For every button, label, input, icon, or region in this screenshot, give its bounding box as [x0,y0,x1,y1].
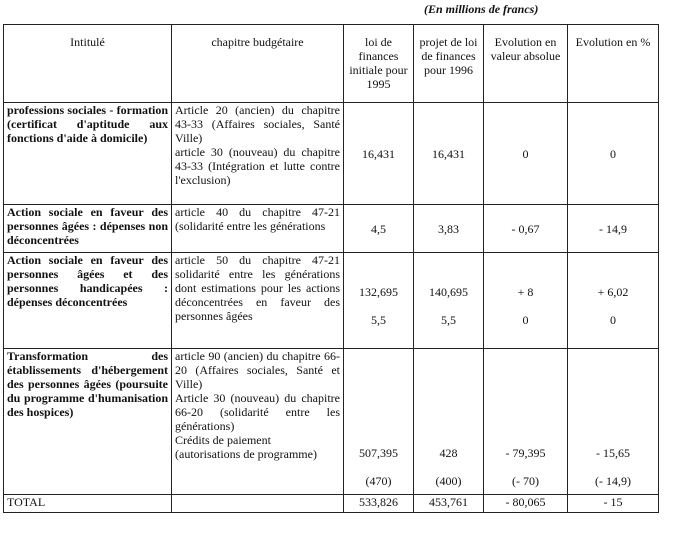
row2-chapitre: article 40 du chapitre 47-21 (solidarité entre les générations [172,205,344,253]
row4-intitule: Transformation des établissements d'hébergement des personnes âgées (poursuite du programme d'humanisation des hospices) [4,349,172,495]
total-evol-pct: - 15 [568,495,659,513]
table-row [4,349,659,495]
row4-evol-pct [568,349,659,495]
row4-chapitre-b: Article 30 (nouveau) du chapitre 66-20 (solidarité entre les générations) [175,391,340,433]
row3-intitule: Action sociale en faveur des personnes âgées et des personnes handicapées : dépenses déconcentrées [4,253,172,349]
row3-loi [344,253,414,349]
row3-evol-pct [568,253,659,349]
total-evol-abs: - 80,065 [484,495,568,513]
row1-chapitre [172,103,344,205]
row3-projet-b: 5,5 [441,313,456,327]
row1-intitule: professions sociales - formation (certificat d'aptitude aux fonctions d'aide à domicile) [4,103,172,205]
row3-evol-abs-a: + 8 [517,285,534,299]
row4-evol-abs [484,349,568,495]
budget-table [3,24,659,513]
table-row [4,103,659,205]
header-projet: projet de loi de finances pour 1996 [414,25,484,103]
row4-chapitre [172,349,344,495]
row3-chapitre: article 50 du chapitre 47-21 solidarité entre les générations dont estimations pour les actions déconcentrées en faveur des personnes âgées [172,253,344,349]
row3-projet [414,253,484,349]
row4-loi-a: 507,395 [359,446,398,460]
row4-projet-b: (400) [435,474,462,488]
row2-projet: 3,83 [414,205,484,253]
row1-projet: 16,431 [414,103,484,205]
total-projet: 453,761 [414,495,484,513]
row1-chapitre-b: article 30 (nouveau) du chapitre 43-33 (Intégration et lutte contre l'exclusion) [175,145,340,187]
row1-evol-pct: 0 [568,103,659,205]
row4-chapitre-c: Crédits de paiement [175,433,271,447]
row4-loi-b: (470) [365,474,392,488]
row1-loi: 16,431 [344,103,414,205]
total-chapitre [172,495,344,513]
header-row [4,25,659,103]
row3-evol-abs [484,253,568,349]
units-note: (En millions de francs) [424,2,539,16]
row2-evol-abs: - 0,67 [484,205,568,253]
total-label: TOTAL [4,495,172,513]
row2-loi: 4,5 [344,205,414,253]
row3-projet-a: 140,695 [429,285,468,299]
row4-evol-abs-a: - 79,395 [505,446,546,460]
row4-evol-pct-b: (- 14,9) [595,474,631,488]
row3-evol-pct-a: + 6,02 [597,285,629,299]
row4-evol-abs-b: (- 70) [512,474,539,488]
row2-intitule: Action sociale en faveur des personnes âgées : dépenses non déconcentrées [4,205,172,253]
header-evol-pct: Evolution en % [568,25,659,103]
total-row [4,495,659,513]
row4-projet [414,349,484,495]
row2-evol-pct: - 14,9 [568,205,659,253]
total-loi: 533,826 [344,495,414,513]
row1-chapitre-a: Article 20 (ancien) du chapitre 43-33 (Affaires sociales, Santé Ville) [175,103,340,145]
row1-evol-abs: 0 [484,103,568,205]
row3-loi-b: 5,5 [371,313,386,327]
header-chapitre: chapitre budgétaire [172,25,344,103]
row3-evol-pct-b: 0 [610,313,616,327]
row4-loi [344,349,414,495]
table-row [4,253,659,349]
row4-chapitre-a: article 90 (ancien) du chapitre 66-20 (Affaires sociales, Santé et Ville) [175,349,340,391]
row4-chapitre-d: (autorisations de programme) [175,447,317,461]
row3-evol-abs-b: 0 [522,313,529,327]
table-row [4,205,659,253]
row4-projet-a: 428 [439,446,458,460]
row4-evol-pct-a: - 15,65 [596,446,630,460]
header-evol-abs: Evolution en valeur absolue [484,25,568,103]
header-intitule: Intitulé [4,25,172,103]
row3-loi-a: 132,695 [359,285,398,299]
header-loi: loi de finances initiale pour 1995 [344,25,414,103]
